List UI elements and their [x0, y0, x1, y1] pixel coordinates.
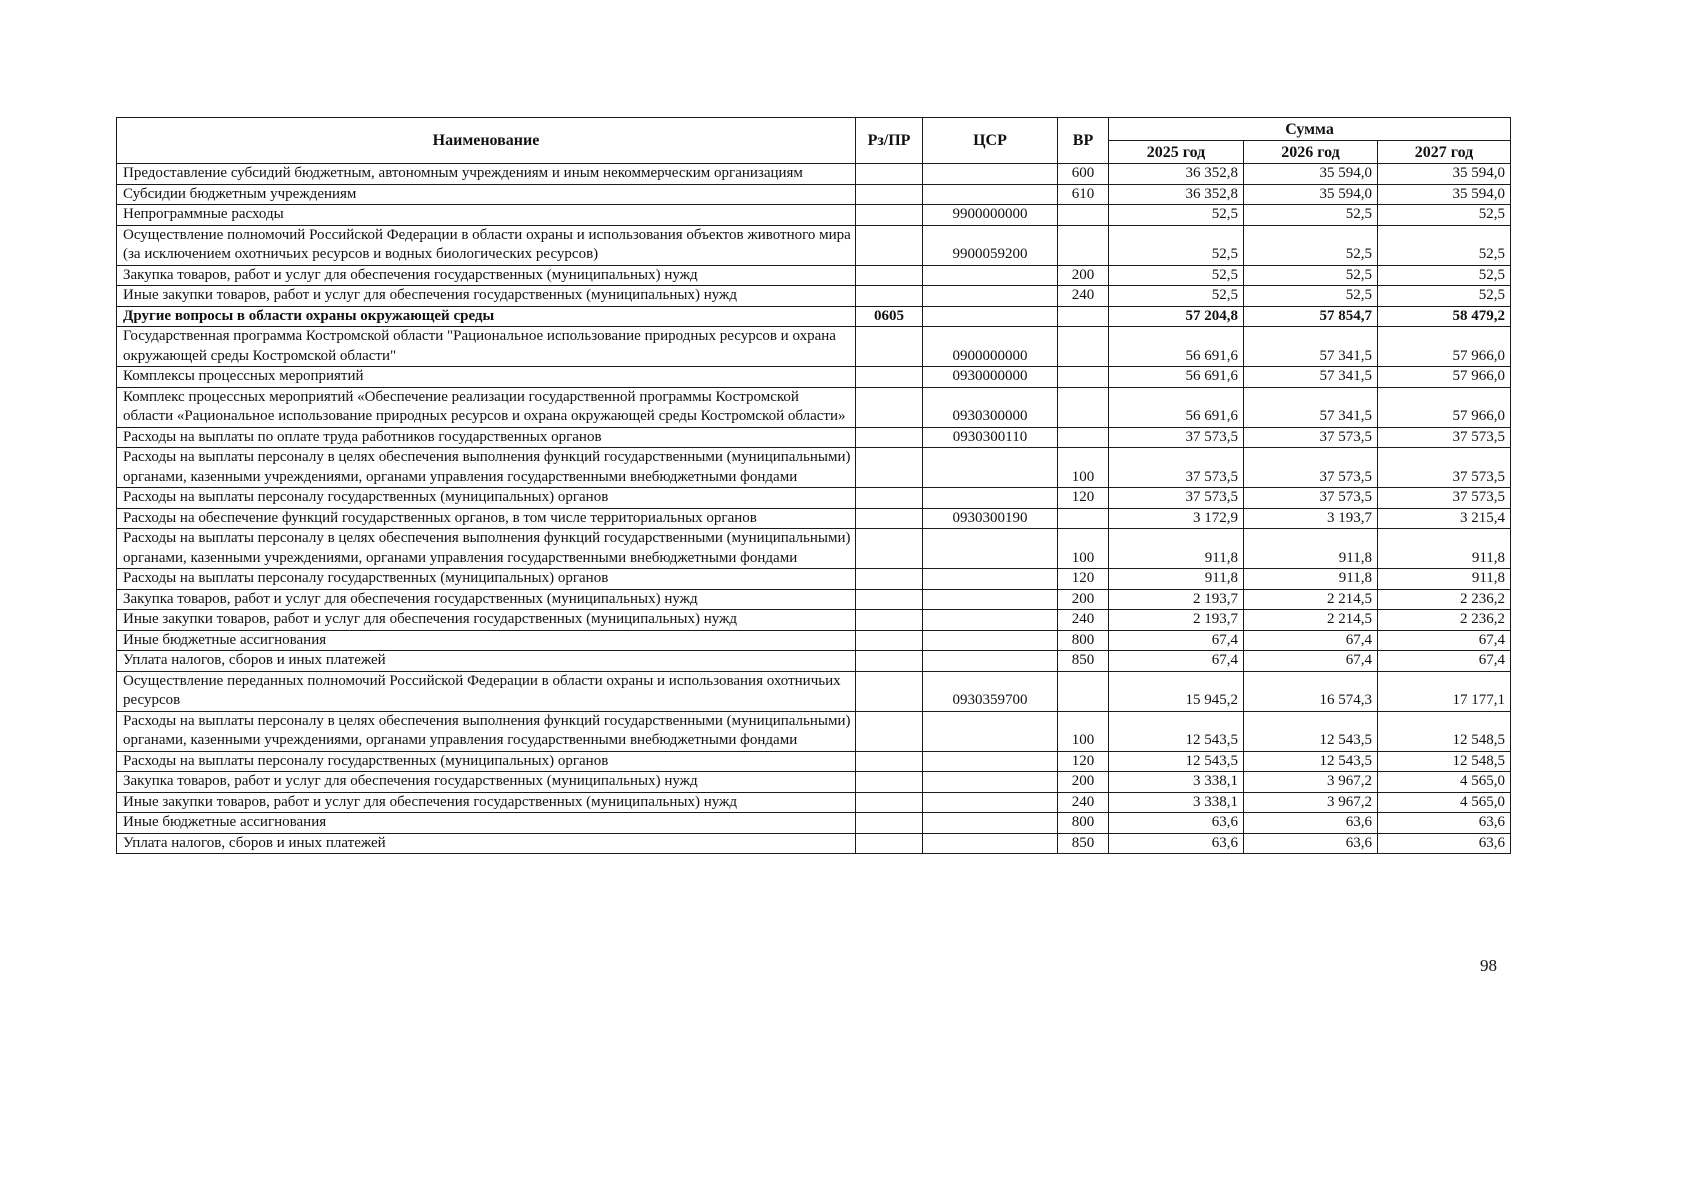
cell-rzpr [856, 184, 923, 205]
cell-vr: 200 [1058, 589, 1109, 610]
cell-2026: 52,5 [1244, 286, 1378, 307]
table-row [117, 205, 1511, 226]
cell-csr: 0930000000 [923, 367, 1058, 388]
table-row [117, 367, 1511, 388]
cell-2026: 2 214,5 [1244, 589, 1378, 610]
cell-rzpr [856, 772, 923, 793]
cell-csr [923, 751, 1058, 772]
cell-2027: 57 966,0 [1378, 367, 1511, 388]
header-rzpr: Рз/ПР [856, 118, 923, 164]
cell-name: Осуществление переданных полномочий Российской Федерации в области охраны и использования охотничьих ресурсов [117, 671, 856, 711]
cell-2026: 35 594,0 [1244, 164, 1378, 185]
cell-csr: 9900059200 [923, 225, 1058, 265]
cell-vr [1058, 225, 1109, 265]
table-row [117, 711, 1511, 751]
cell-csr [923, 792, 1058, 813]
cell-rzpr [856, 427, 923, 448]
cell-rzpr [856, 569, 923, 590]
table-body [117, 164, 1511, 854]
cell-2026: 52,5 [1244, 225, 1378, 265]
cell-vr: 850 [1058, 651, 1109, 672]
cell-vr: 120 [1058, 569, 1109, 590]
cell-rzpr [856, 671, 923, 711]
cell-vr: 800 [1058, 813, 1109, 834]
cell-2026: 37 573,5 [1244, 427, 1378, 448]
cell-2025: 3 172,9 [1109, 508, 1244, 529]
cell-vr [1058, 327, 1109, 367]
cell-name: Другие вопросы в области охраны окружающей среды [117, 306, 856, 327]
cell-name: Расходы на выплаты персоналу государственных (муниципальных) органов [117, 488, 856, 509]
header-sum: Сумма [1109, 118, 1511, 141]
table-row [117, 630, 1511, 651]
table-row [117, 327, 1511, 367]
table-row [117, 427, 1511, 448]
cell-vr: 850 [1058, 833, 1109, 854]
table-row [117, 589, 1511, 610]
cell-csr [923, 833, 1058, 854]
cell-2027: 57 966,0 [1378, 327, 1511, 367]
cell-csr: 0930300190 [923, 508, 1058, 529]
cell-2027: 911,8 [1378, 529, 1511, 569]
cell-2025: 56 691,6 [1109, 327, 1244, 367]
cell-csr [923, 184, 1058, 205]
cell-rzpr [856, 813, 923, 834]
cell-2025: 37 573,5 [1109, 448, 1244, 488]
cell-vr: 240 [1058, 610, 1109, 631]
cell-2027: 52,5 [1378, 286, 1511, 307]
cell-name: Расходы на выплаты персоналу в целях обеспечения выполнения функций государственными (муниципальными) органами, казенными учреждениями, органами управления государственными внебюджетными фондами [117, 711, 856, 751]
cell-2026: 57 341,5 [1244, 387, 1378, 427]
cell-rzpr [856, 751, 923, 772]
cell-2025: 57 204,8 [1109, 306, 1244, 327]
cell-2026: 52,5 [1244, 205, 1378, 226]
cell-name: Иные бюджетные ассигнования [117, 630, 856, 651]
cell-rzpr [856, 711, 923, 751]
header-csr: ЦСР [923, 118, 1058, 164]
cell-2027: 12 548,5 [1378, 711, 1511, 751]
cell-2027: 63,6 [1378, 813, 1511, 834]
cell-name: Уплата налогов, сборов и иных платежей [117, 833, 856, 854]
cell-csr: 0900000000 [923, 327, 1058, 367]
cell-2027: 52,5 [1378, 225, 1511, 265]
table-row [117, 792, 1511, 813]
cell-2025: 56 691,6 [1109, 367, 1244, 388]
cell-rzpr [856, 630, 923, 651]
cell-2026: 63,6 [1244, 833, 1378, 854]
cell-rzpr [856, 265, 923, 286]
cell-2026: 3 967,2 [1244, 772, 1378, 793]
cell-csr [923, 306, 1058, 327]
cell-2026: 37 573,5 [1244, 488, 1378, 509]
cell-2025: 52,5 [1109, 205, 1244, 226]
cell-2026: 3 193,7 [1244, 508, 1378, 529]
cell-vr: 240 [1058, 792, 1109, 813]
cell-2025: 2 193,7 [1109, 610, 1244, 631]
cell-csr: 0930300000 [923, 387, 1058, 427]
cell-2025: 2 193,7 [1109, 589, 1244, 610]
cell-2025: 36 352,8 [1109, 184, 1244, 205]
cell-vr: 120 [1058, 751, 1109, 772]
cell-vr [1058, 508, 1109, 529]
cell-name: Государственная программа Костромской области "Рациональное использование природных ресурсов и охрана окружающей среды Костромской области" [117, 327, 856, 367]
cell-2027: 4 565,0 [1378, 772, 1511, 793]
cell-2026: 52,5 [1244, 265, 1378, 286]
table-row [117, 671, 1511, 711]
cell-name: Предоставление субсидий бюджетным, автономным учреждениям и иным некоммерческим организациям [117, 164, 856, 185]
cell-name: Комплекс процессных мероприятий «Обеспечение реализации государственной программы Костромской области «Рациональное использование природных ресурсов и охрана окружающей среды Костромской области» [117, 387, 856, 427]
cell-rzpr: 0605 [856, 306, 923, 327]
table-row [117, 488, 1511, 509]
header-year-2027: 2027 год [1378, 141, 1511, 164]
cell-vr [1058, 427, 1109, 448]
cell-vr: 120 [1058, 488, 1109, 509]
table-row [117, 306, 1511, 327]
cell-vr: 100 [1058, 448, 1109, 488]
cell-csr [923, 286, 1058, 307]
cell-2025: 63,6 [1109, 813, 1244, 834]
cell-name: Непрограммные расходы [117, 205, 856, 226]
table-row [117, 286, 1511, 307]
cell-rzpr [856, 833, 923, 854]
cell-csr: 0930359700 [923, 671, 1058, 711]
table-row [117, 225, 1511, 265]
cell-rzpr [856, 387, 923, 427]
header-vr: ВР [1058, 118, 1109, 164]
cell-2027: 17 177,1 [1378, 671, 1511, 711]
cell-name: Иные закупки товаров, работ и услуг для обеспечения государственных (муниципальных) нужд [117, 286, 856, 307]
cell-name: Закупка товаров, работ и услуг для обеспечения государственных (муниципальных) нужд [117, 772, 856, 793]
cell-2026: 16 574,3 [1244, 671, 1378, 711]
cell-2025: 911,8 [1109, 569, 1244, 590]
cell-vr: 200 [1058, 772, 1109, 793]
table-row [117, 508, 1511, 529]
cell-name: Осуществление полномочий Российской Федерации в области охраны и использования объектов животного мира (за исключением охотничьих ресурсов и водных биологических ресурсов) [117, 225, 856, 265]
cell-vr [1058, 367, 1109, 388]
header-year-2026: 2026 год [1244, 141, 1378, 164]
cell-2025: 67,4 [1109, 651, 1244, 672]
cell-rzpr [856, 508, 923, 529]
cell-2027: 4 565,0 [1378, 792, 1511, 813]
cell-vr [1058, 671, 1109, 711]
cell-name: Закупка товаров, работ и услуг для обеспечения государственных (муниципальных) нужд [117, 589, 856, 610]
cell-rzpr [856, 651, 923, 672]
table-row [117, 184, 1511, 205]
cell-csr [923, 488, 1058, 509]
cell-csr [923, 630, 1058, 651]
cell-2027: 58 479,2 [1378, 306, 1511, 327]
cell-rzpr [856, 286, 923, 307]
cell-rzpr [856, 792, 923, 813]
table-row [117, 751, 1511, 772]
cell-2025: 911,8 [1109, 529, 1244, 569]
cell-2027: 3 215,4 [1378, 508, 1511, 529]
cell-2027: 52,5 [1378, 205, 1511, 226]
cell-2025: 52,5 [1109, 286, 1244, 307]
cell-csr [923, 529, 1058, 569]
cell-csr [923, 772, 1058, 793]
table-row [117, 529, 1511, 569]
cell-2025: 37 573,5 [1109, 427, 1244, 448]
cell-csr [923, 610, 1058, 631]
cell-2027: 35 594,0 [1378, 184, 1511, 205]
cell-2026: 12 543,5 [1244, 751, 1378, 772]
table-header [117, 118, 1511, 164]
cell-name: Расходы на обеспечение функций государственных органов, в том числе территориальных органов [117, 508, 856, 529]
cell-rzpr [856, 589, 923, 610]
cell-vr: 100 [1058, 711, 1109, 751]
cell-name: Иные закупки товаров, работ и услуг для обеспечения государственных (муниципальных) нужд [117, 792, 856, 813]
cell-name: Иные закупки товаров, работ и услуг для обеспечения государственных (муниципальных) нужд [117, 610, 856, 631]
cell-2025: 3 338,1 [1109, 792, 1244, 813]
cell-vr: 200 [1058, 265, 1109, 286]
cell-name: Расходы на выплаты по оплате труда работников государственных органов [117, 427, 856, 448]
cell-2025: 67,4 [1109, 630, 1244, 651]
cell-rzpr [856, 205, 923, 226]
cell-rzpr [856, 225, 923, 265]
cell-2027: 57 966,0 [1378, 387, 1511, 427]
cell-2025: 15 945,2 [1109, 671, 1244, 711]
cell-2026: 911,8 [1244, 529, 1378, 569]
header-year-2025: 2025 год [1109, 141, 1244, 164]
cell-2027: 35 594,0 [1378, 164, 1511, 185]
cell-vr [1058, 205, 1109, 226]
cell-2025: 52,5 [1109, 265, 1244, 286]
cell-vr: 610 [1058, 184, 1109, 205]
table-row [117, 448, 1511, 488]
header-name: Наименование [117, 118, 856, 164]
cell-2027: 52,5 [1378, 265, 1511, 286]
cell-2027: 37 573,5 [1378, 427, 1511, 448]
cell-rzpr [856, 367, 923, 388]
cell-2027: 63,6 [1378, 833, 1511, 854]
cell-2026: 67,4 [1244, 651, 1378, 672]
cell-name: Расходы на выплаты персоналу в целях обеспечения выполнения функций государственными (муниципальными) органами, казенными учреждениями, органами управления государственными внебюджетными фондами [117, 448, 856, 488]
cell-2027: 12 548,5 [1378, 751, 1511, 772]
cell-2026: 2 214,5 [1244, 610, 1378, 631]
cell-name: Комплексы процессных мероприятий [117, 367, 856, 388]
table-row [117, 651, 1511, 672]
cell-2026: 57 341,5 [1244, 367, 1378, 388]
cell-csr [923, 164, 1058, 185]
cell-2027: 2 236,2 [1378, 589, 1511, 610]
cell-2026: 3 967,2 [1244, 792, 1378, 813]
cell-rzpr [856, 327, 923, 367]
cell-csr [923, 448, 1058, 488]
table-row [117, 164, 1511, 185]
cell-vr [1058, 306, 1109, 327]
cell-rzpr [856, 164, 923, 185]
cell-2025: 37 573,5 [1109, 488, 1244, 509]
cell-2027: 37 573,5 [1378, 488, 1511, 509]
cell-csr [923, 589, 1058, 610]
cell-rzpr [856, 529, 923, 569]
cell-2027: 911,8 [1378, 569, 1511, 590]
cell-vr: 240 [1058, 286, 1109, 307]
cell-name: Расходы на выплаты персоналу государственных (муниципальных) органов [117, 751, 856, 772]
table-row [117, 813, 1511, 834]
cell-csr: 9900000000 [923, 205, 1058, 226]
cell-name: Расходы на выплаты персоналу государственных (муниципальных) органов [117, 569, 856, 590]
cell-name: Иные бюджетные ассигнования [117, 813, 856, 834]
cell-2026: 67,4 [1244, 630, 1378, 651]
cell-2026: 63,6 [1244, 813, 1378, 834]
budget-table [116, 117, 1511, 854]
cell-rzpr [856, 448, 923, 488]
cell-vr [1058, 387, 1109, 427]
cell-csr [923, 813, 1058, 834]
page-number: 98 [1480, 956, 1497, 975]
cell-2025: 12 543,5 [1109, 711, 1244, 751]
cell-rzpr [856, 610, 923, 631]
table-row [117, 265, 1511, 286]
table-row [117, 833, 1511, 854]
table-row [117, 387, 1511, 427]
cell-vr: 800 [1058, 630, 1109, 651]
cell-2027: 2 236,2 [1378, 610, 1511, 631]
cell-csr [923, 569, 1058, 590]
table-row [117, 610, 1511, 631]
cell-2025: 63,6 [1109, 833, 1244, 854]
cell-2027: 37 573,5 [1378, 448, 1511, 488]
cell-2026: 37 573,5 [1244, 448, 1378, 488]
cell-csr: 0930300110 [923, 427, 1058, 448]
table-row [117, 569, 1511, 590]
cell-2026: 12 543,5 [1244, 711, 1378, 751]
cell-name: Субсидии бюджетным учреждениям [117, 184, 856, 205]
cell-csr [923, 651, 1058, 672]
cell-2025: 56 691,6 [1109, 387, 1244, 427]
cell-2026: 57 341,5 [1244, 327, 1378, 367]
cell-2026: 35 594,0 [1244, 184, 1378, 205]
cell-name: Закупка товаров, работ и услуг для обеспечения государственных (муниципальных) нужд [117, 265, 856, 286]
cell-vr: 100 [1058, 529, 1109, 569]
cell-2026: 57 854,7 [1244, 306, 1378, 327]
cell-rzpr [856, 488, 923, 509]
cell-2025: 12 543,5 [1109, 751, 1244, 772]
cell-2027: 67,4 [1378, 630, 1511, 651]
cell-name: Уплата налогов, сборов и иных платежей [117, 651, 856, 672]
cell-2025: 36 352,8 [1109, 164, 1244, 185]
cell-csr [923, 711, 1058, 751]
cell-2027: 67,4 [1378, 651, 1511, 672]
cell-csr [923, 265, 1058, 286]
cell-2025: 52,5 [1109, 225, 1244, 265]
cell-vr: 600 [1058, 164, 1109, 185]
cell-name: Расходы на выплаты персоналу в целях обеспечения выполнения функций государственными (муниципальными) органами, казенными учреждениями, органами управления государственными внебюджетными фондами [117, 529, 856, 569]
table-row [117, 772, 1511, 793]
cell-2025: 3 338,1 [1109, 772, 1244, 793]
cell-2026: 911,8 [1244, 569, 1378, 590]
